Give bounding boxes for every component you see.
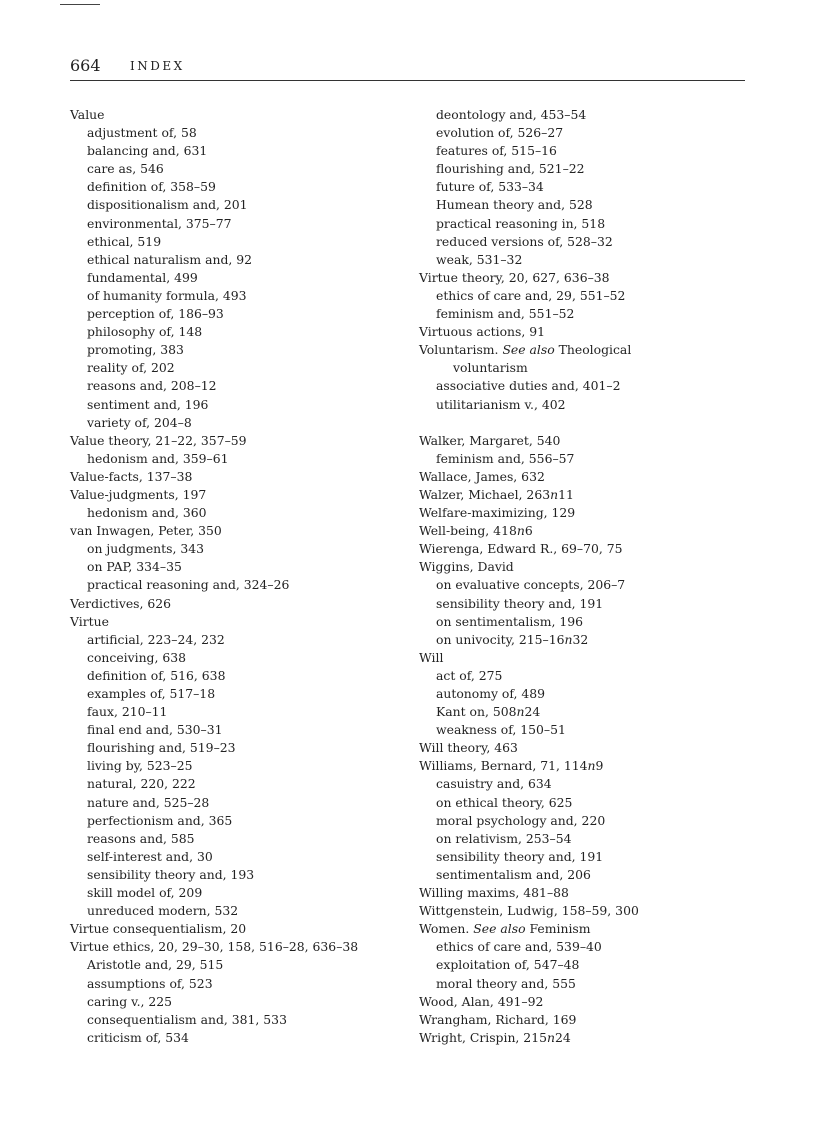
entry-text: Well-being, 418 bbox=[419, 523, 517, 539]
entry-text: deontology and, 453–54 bbox=[436, 107, 587, 122]
index-heading bbox=[419, 920, 749, 938]
entry-text: Value-judgments, 197 bbox=[70, 486, 207, 502]
entry-text: Willing maxims, 481–88 bbox=[419, 885, 569, 901]
entry-text: Verdictives, 626 bbox=[70, 595, 172, 611]
entry-text-tail: Theological bbox=[554, 342, 632, 358]
entry-text: of humanity formula, 493 bbox=[87, 287, 247, 303]
index-heading bbox=[419, 341, 749, 359]
entry-text: casuistry and, 634 bbox=[436, 776, 552, 792]
index-subentry bbox=[419, 233, 749, 251]
index-subentry bbox=[419, 359, 749, 377]
entry-text: Walker, Margaret, 540 bbox=[419, 432, 561, 448]
page-header bbox=[70, 56, 745, 78]
index-heading bbox=[419, 739, 749, 757]
entry-text: reduced versions of, 528–32 bbox=[436, 233, 613, 249]
index-heading bbox=[419, 558, 749, 576]
entry-text: Virtue theory, 20, 627, 636–38 bbox=[419, 269, 610, 285]
entry-text-tail: 24 bbox=[524, 704, 541, 720]
entry-text: variety of, 204–8 bbox=[87, 414, 192, 430]
entry-text: features of, 515–16 bbox=[436, 143, 557, 159]
index-subentry bbox=[419, 956, 749, 974]
index-heading bbox=[70, 595, 400, 613]
entry-text: examples of, 517–18 bbox=[87, 686, 216, 701]
entry-text: Women. bbox=[419, 921, 474, 937]
index-subentry bbox=[419, 812, 749, 830]
index-subentry bbox=[70, 160, 400, 178]
entry-text: on evaluative concepts, 206–7 bbox=[436, 577, 626, 593]
entry-text: moral psychology and, 220 bbox=[436, 812, 606, 828]
entry-italic: See also bbox=[473, 921, 526, 937]
running-head: INDEX bbox=[130, 59, 185, 73]
entry-text: Virtuous actions, 91 bbox=[419, 324, 546, 340]
index-subentry bbox=[70, 848, 400, 866]
index-subentry bbox=[419, 160, 749, 178]
index-subentry bbox=[70, 323, 400, 341]
index-subentry bbox=[70, 215, 400, 233]
entry-text-tail: 11 bbox=[558, 486, 574, 502]
entry-text: assumptions of, 523 bbox=[87, 975, 213, 991]
index-subentry bbox=[419, 196, 749, 214]
entry-text: on relativism, 253–54 bbox=[436, 830, 572, 846]
entry-text: caring v., 225 bbox=[87, 993, 173, 1009]
index-heading bbox=[419, 432, 749, 450]
entry-text: Value bbox=[70, 107, 105, 122]
entry-text: feminism and, 556–57 bbox=[436, 450, 575, 466]
entry-text: adjustment of, 58 bbox=[87, 125, 197, 141]
index-subentry bbox=[419, 450, 749, 468]
entry-text: on ethical theory, 625 bbox=[436, 794, 573, 810]
entry-text: autonomy of, 489 bbox=[436, 686, 546, 701]
entry-text: sensibility theory and, 191 bbox=[436, 595, 604, 611]
index-heading bbox=[419, 1029, 749, 1047]
entry-text: voluntarism bbox=[453, 360, 528, 376]
index-subentry bbox=[419, 178, 749, 196]
entry-text: associative duties and, 401–2 bbox=[436, 378, 621, 394]
index-subentry bbox=[419, 685, 749, 703]
entry-text: Will theory, 463 bbox=[419, 740, 518, 756]
index-heading bbox=[419, 649, 749, 667]
index-heading bbox=[70, 613, 400, 631]
entry-text: natural, 220, 222 bbox=[87, 776, 196, 792]
index-subentry bbox=[70, 359, 400, 377]
entry-text: environmental, 375–77 bbox=[87, 215, 232, 231]
index-subentry bbox=[419, 305, 749, 323]
entry-text: practical reasoning in, 518 bbox=[436, 215, 606, 231]
entry-text: Wittgenstein, Ludwig, 158–59, 300 bbox=[419, 903, 639, 919]
index-subentry bbox=[70, 1029, 400, 1047]
index-subentry bbox=[70, 812, 400, 830]
index-subentry bbox=[419, 106, 749, 124]
entry-text: weak, 531–32 bbox=[436, 251, 523, 267]
entry-text-tail: 24 bbox=[554, 1029, 571, 1045]
entry-text: utilitarianism v., 402 bbox=[436, 396, 566, 412]
index-heading bbox=[419, 323, 749, 341]
index-heading bbox=[70, 106, 400, 124]
entry-text: Value theory, 21–22, 357–59 bbox=[70, 432, 247, 448]
index-subentry bbox=[419, 975, 749, 993]
index-subentry bbox=[419, 576, 749, 594]
index-subentry bbox=[419, 287, 749, 305]
entry-italic: n bbox=[516, 523, 525, 539]
entry-text: evolution of, 526–27 bbox=[436, 125, 564, 141]
index-column-right bbox=[419, 106, 749, 1047]
index-heading bbox=[419, 902, 749, 920]
entry-text-tail: 32 bbox=[572, 631, 589, 647]
index-heading bbox=[419, 540, 749, 558]
index-subentry bbox=[70, 124, 400, 142]
index-subentry bbox=[419, 377, 749, 395]
index-subentry bbox=[70, 233, 400, 251]
entry-text: hedonism and, 360 bbox=[87, 505, 207, 521]
entry-text: Kant on, 508 bbox=[436, 704, 517, 720]
entry-text: fundamental, 499 bbox=[87, 269, 198, 285]
entry-text: artificial, 223–24, 232 bbox=[87, 631, 225, 647]
header-rule bbox=[70, 80, 745, 81]
index-subentry bbox=[419, 775, 749, 793]
entry-text: promoting, 383 bbox=[87, 342, 184, 358]
index-subentry bbox=[70, 305, 400, 323]
index-subentry bbox=[70, 251, 400, 269]
entry-text: Wood, Alan, 491–92 bbox=[419, 993, 544, 1009]
index-heading bbox=[419, 486, 749, 504]
entry-text: Aristotle and, 29, 515 bbox=[87, 957, 224, 973]
entry-text: sentimentalism and, 206 bbox=[436, 866, 591, 882]
entry-text: perfectionism and, 365 bbox=[87, 812, 233, 828]
index-heading bbox=[419, 504, 749, 522]
entry-text: balancing and, 631 bbox=[87, 143, 208, 159]
index-subentry bbox=[70, 902, 400, 920]
entry-text: feminism and, 551–52 bbox=[436, 306, 575, 322]
entry-text: on PAP, 334–35 bbox=[87, 559, 182, 575]
index-column-left bbox=[70, 106, 400, 1047]
entry-italic: n bbox=[546, 1029, 555, 1045]
index-heading bbox=[419, 269, 749, 287]
entry-text: criticism of, 534 bbox=[87, 1029, 189, 1045]
index-subentry bbox=[419, 631, 749, 649]
index-subentry bbox=[70, 377, 400, 395]
entry-text: Virtue bbox=[70, 613, 109, 629]
index-heading bbox=[70, 486, 400, 504]
index-subentry bbox=[70, 341, 400, 359]
entry-text: skill model of, 209 bbox=[87, 885, 203, 901]
entry-text: sensibility theory and, 193 bbox=[87, 866, 255, 882]
entry-text: van Inwagen, Peter, 350 bbox=[70, 523, 222, 539]
entry-text: Will bbox=[419, 649, 444, 665]
index-subentry bbox=[419, 794, 749, 812]
index-heading bbox=[419, 757, 749, 775]
entry-text: Voluntarism. bbox=[419, 342, 503, 358]
index-subentry bbox=[70, 142, 400, 160]
entry-text: reasons and, 585 bbox=[87, 830, 195, 846]
entry-text: practical reasoning and, 324–26 bbox=[87, 577, 290, 593]
entry-text: Value-facts, 137–38 bbox=[70, 468, 193, 484]
entry-text: ethics of care and, 29, 551–52 bbox=[436, 287, 626, 303]
index-subentry bbox=[70, 178, 400, 196]
index-subentry bbox=[70, 757, 400, 775]
entry-text: definition of, 516, 638 bbox=[87, 667, 226, 683]
index-subentry bbox=[70, 739, 400, 757]
index-subentry bbox=[70, 649, 400, 667]
entry-italic: n bbox=[587, 758, 596, 774]
index-subentry bbox=[70, 414, 400, 432]
entry-text: on judgments, 343 bbox=[87, 541, 204, 557]
index-subentry bbox=[70, 830, 400, 848]
entry-text: Williams, Bernard, 71, 114 bbox=[419, 758, 588, 774]
index-subentry bbox=[70, 576, 400, 594]
index-subentry bbox=[70, 866, 400, 884]
index-subentry bbox=[419, 613, 749, 631]
index-heading bbox=[70, 920, 400, 938]
index-heading bbox=[70, 432, 400, 450]
entry-text: Wrangham, Richard, 169 bbox=[419, 1011, 577, 1027]
index-subentry bbox=[419, 703, 749, 721]
page-number: 664 bbox=[70, 56, 101, 75]
index-subentry bbox=[70, 1011, 400, 1029]
index-subentry bbox=[419, 595, 749, 613]
entry-text: sensibility theory and, 191 bbox=[436, 848, 604, 864]
entry-text: consequentialism and, 381, 533 bbox=[87, 1011, 287, 1027]
entry-text-tail: 6 bbox=[524, 523, 533, 539]
index-heading bbox=[419, 993, 749, 1011]
index-subentry bbox=[419, 215, 749, 233]
entry-text: unreduced modern, 532 bbox=[87, 903, 239, 919]
entry-text: self-interest and, 30 bbox=[87, 848, 213, 864]
entry-text: ethical naturalism and, 92 bbox=[87, 251, 253, 267]
index-subentry bbox=[419, 721, 749, 739]
entry-italic: n bbox=[516, 704, 525, 720]
index-subentry bbox=[70, 196, 400, 214]
entry-text: Wright, Crispin, 215 bbox=[419, 1029, 547, 1045]
index-subentry bbox=[70, 703, 400, 721]
index-subentry bbox=[419, 396, 749, 414]
entry-text: final end and, 530–31 bbox=[87, 722, 223, 738]
index-subentry bbox=[70, 540, 400, 558]
entry-text: Virtue consequentialism, 20 bbox=[70, 921, 247, 937]
index-subentry bbox=[419, 251, 749, 269]
index-subentry bbox=[70, 975, 400, 993]
index-subentry bbox=[70, 504, 400, 522]
index-subentry bbox=[70, 631, 400, 649]
entry-text: care as, 546 bbox=[87, 161, 164, 177]
crop-mark bbox=[60, 0, 100, 5]
entry-text: on sentimentalism, 196 bbox=[436, 613, 583, 629]
entry-text: living by, 523–25 bbox=[87, 758, 193, 774]
index-subentry bbox=[70, 450, 400, 468]
entry-text: flourishing and, 521–22 bbox=[436, 161, 585, 177]
entry-text: Wiggins, David bbox=[419, 559, 514, 575]
index-subentry bbox=[70, 993, 400, 1011]
entry-text: Virtue ethics, 20, 29–30, 158, 516–28, 636–38 bbox=[70, 939, 359, 955]
index-heading bbox=[419, 468, 749, 486]
entry-italic: n bbox=[564, 631, 573, 647]
entry-text: Humean theory and, 528 bbox=[436, 197, 593, 213]
entry-text-tail: Feminism bbox=[525, 921, 591, 937]
entry-italic: n bbox=[550, 486, 559, 502]
index-subentry bbox=[419, 866, 749, 884]
entry-text: on univocity, 215–16 bbox=[436, 631, 565, 647]
index-subentry bbox=[419, 848, 749, 866]
index-subentry bbox=[70, 721, 400, 739]
index-heading bbox=[419, 884, 749, 902]
index-subentry bbox=[70, 884, 400, 902]
entry-text: exploitation of, 547–48 bbox=[436, 957, 580, 973]
index-subentry bbox=[70, 794, 400, 812]
entry-text: weakness of, 150–51 bbox=[436, 722, 566, 738]
entry-text: future of, 533–34 bbox=[436, 179, 544, 195]
entry-text: reasons and, 208–12 bbox=[87, 378, 217, 394]
index-heading bbox=[419, 522, 749, 540]
entry-text: Welfare-maximizing, 129 bbox=[419, 505, 576, 521]
entry-text-tail: 9 bbox=[595, 758, 604, 774]
entry-text: moral theory and, 555 bbox=[436, 975, 576, 991]
entry-text: act of, 275 bbox=[436, 667, 503, 683]
index-subentry bbox=[70, 287, 400, 305]
entry-text: conceiving, 638 bbox=[87, 649, 187, 665]
index-subentry bbox=[419, 938, 749, 956]
index-subentry bbox=[70, 269, 400, 287]
entry-text: Wallace, James, 632 bbox=[419, 468, 545, 484]
letter-gap bbox=[419, 414, 749, 432]
index-subentry bbox=[419, 830, 749, 848]
entry-text: perception of, 186–93 bbox=[87, 306, 224, 322]
entry-text: flourishing and, 519–23 bbox=[87, 740, 236, 756]
entry-text: ethical, 519 bbox=[87, 233, 162, 249]
index-subentry bbox=[419, 142, 749, 160]
index-subentry bbox=[70, 775, 400, 793]
entry-text: definition of, 358–59 bbox=[87, 179, 216, 195]
index-heading bbox=[70, 468, 400, 486]
entry-text: dispositionalism and, 201 bbox=[87, 197, 248, 213]
index-heading bbox=[70, 522, 400, 540]
entry-text: ethics of care and, 539–40 bbox=[436, 939, 602, 955]
index-subentry bbox=[419, 124, 749, 142]
entry-text: nature and, 525–28 bbox=[87, 794, 210, 810]
index-subentry bbox=[70, 558, 400, 576]
index-subentry bbox=[70, 685, 400, 703]
entry-text: hedonism and, 359–61 bbox=[87, 450, 229, 466]
index-heading bbox=[419, 1011, 749, 1029]
entry-text: philosophy of, 148 bbox=[87, 324, 203, 340]
entry-italic: See also bbox=[502, 342, 555, 358]
index-subentry bbox=[70, 396, 400, 414]
index-subentry bbox=[70, 956, 400, 974]
entry-text: faux, 210–11 bbox=[87, 704, 168, 720]
index-subentry bbox=[70, 667, 400, 685]
entry-text: reality of, 202 bbox=[87, 360, 175, 376]
entry-text: Wierenga, Edward R., 69–70, 75 bbox=[419, 541, 623, 557]
index-subentry bbox=[419, 667, 749, 685]
index-heading bbox=[70, 938, 400, 956]
entry-text: sentiment and, 196 bbox=[87, 396, 209, 412]
entry-text: Walzer, Michael, 263 bbox=[419, 486, 551, 502]
